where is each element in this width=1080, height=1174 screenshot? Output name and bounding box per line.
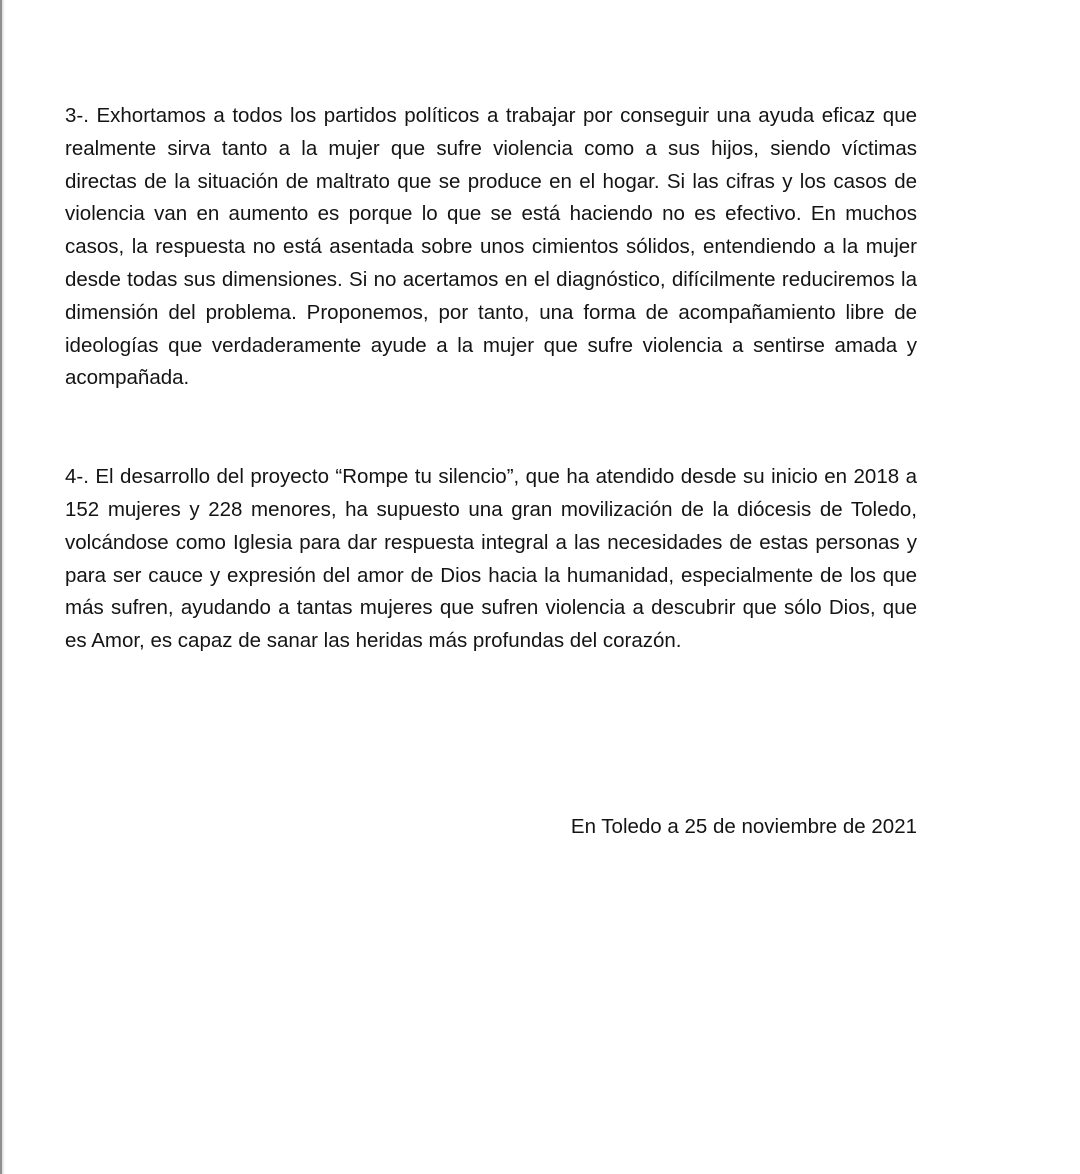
place-and-date: En Toledo a 25 de noviembre de 2021 (570, 815, 917, 838)
document-body (65, 100, 917, 658)
paragraph-3: 3-. Exhortamos a todos los partidos políticos a trabajar por conseguir una ayuda eficaz que realmente sirva tanto a la mujer que sufre violencia como a sus hijos, siendo víctimas directas de la situación de maltrato que se produce en el hogar. Si las cifras y los casos de violencia van en aumento es porque lo que se está haciendo no es efectivo. En muchos casos, la respuesta no está asentada sobre unos cimientos sólidos, entendiendo a la mujer desde todas sus dimensiones. Si no acertamos en el diagnóstico, difícilmente reduciremos la dimensión del problema. Proponemos, por tanto, una forma de acompañamiento libre de ideologías que verdaderamente ayude a la mujer que sufre violencia a sentirse amada y acompañada. (65, 104, 917, 390)
paragraph-4: 4-. El desarrollo del proyecto “Rompe tu silencio”, que ha atendido desde su inicio en 2018 a 152 mujeres y 228 menores, ha supuesto una gran movilización de la diócesis de Toledo, volcándose como Iglesia para dar respuesta integral a las necesidades de estas personas y para ser cauce y expresión del amor de Dios hacia la humanidad, especialmente de los que más sufren, ayudando a tantas mujeres que sufren violencia a descubrir que sólo Dios, que es Amor, es capaz de sanar las heridas más profundas del corazón. (65, 465, 917, 653)
page-edge-shadow (2, 0, 5, 1174)
